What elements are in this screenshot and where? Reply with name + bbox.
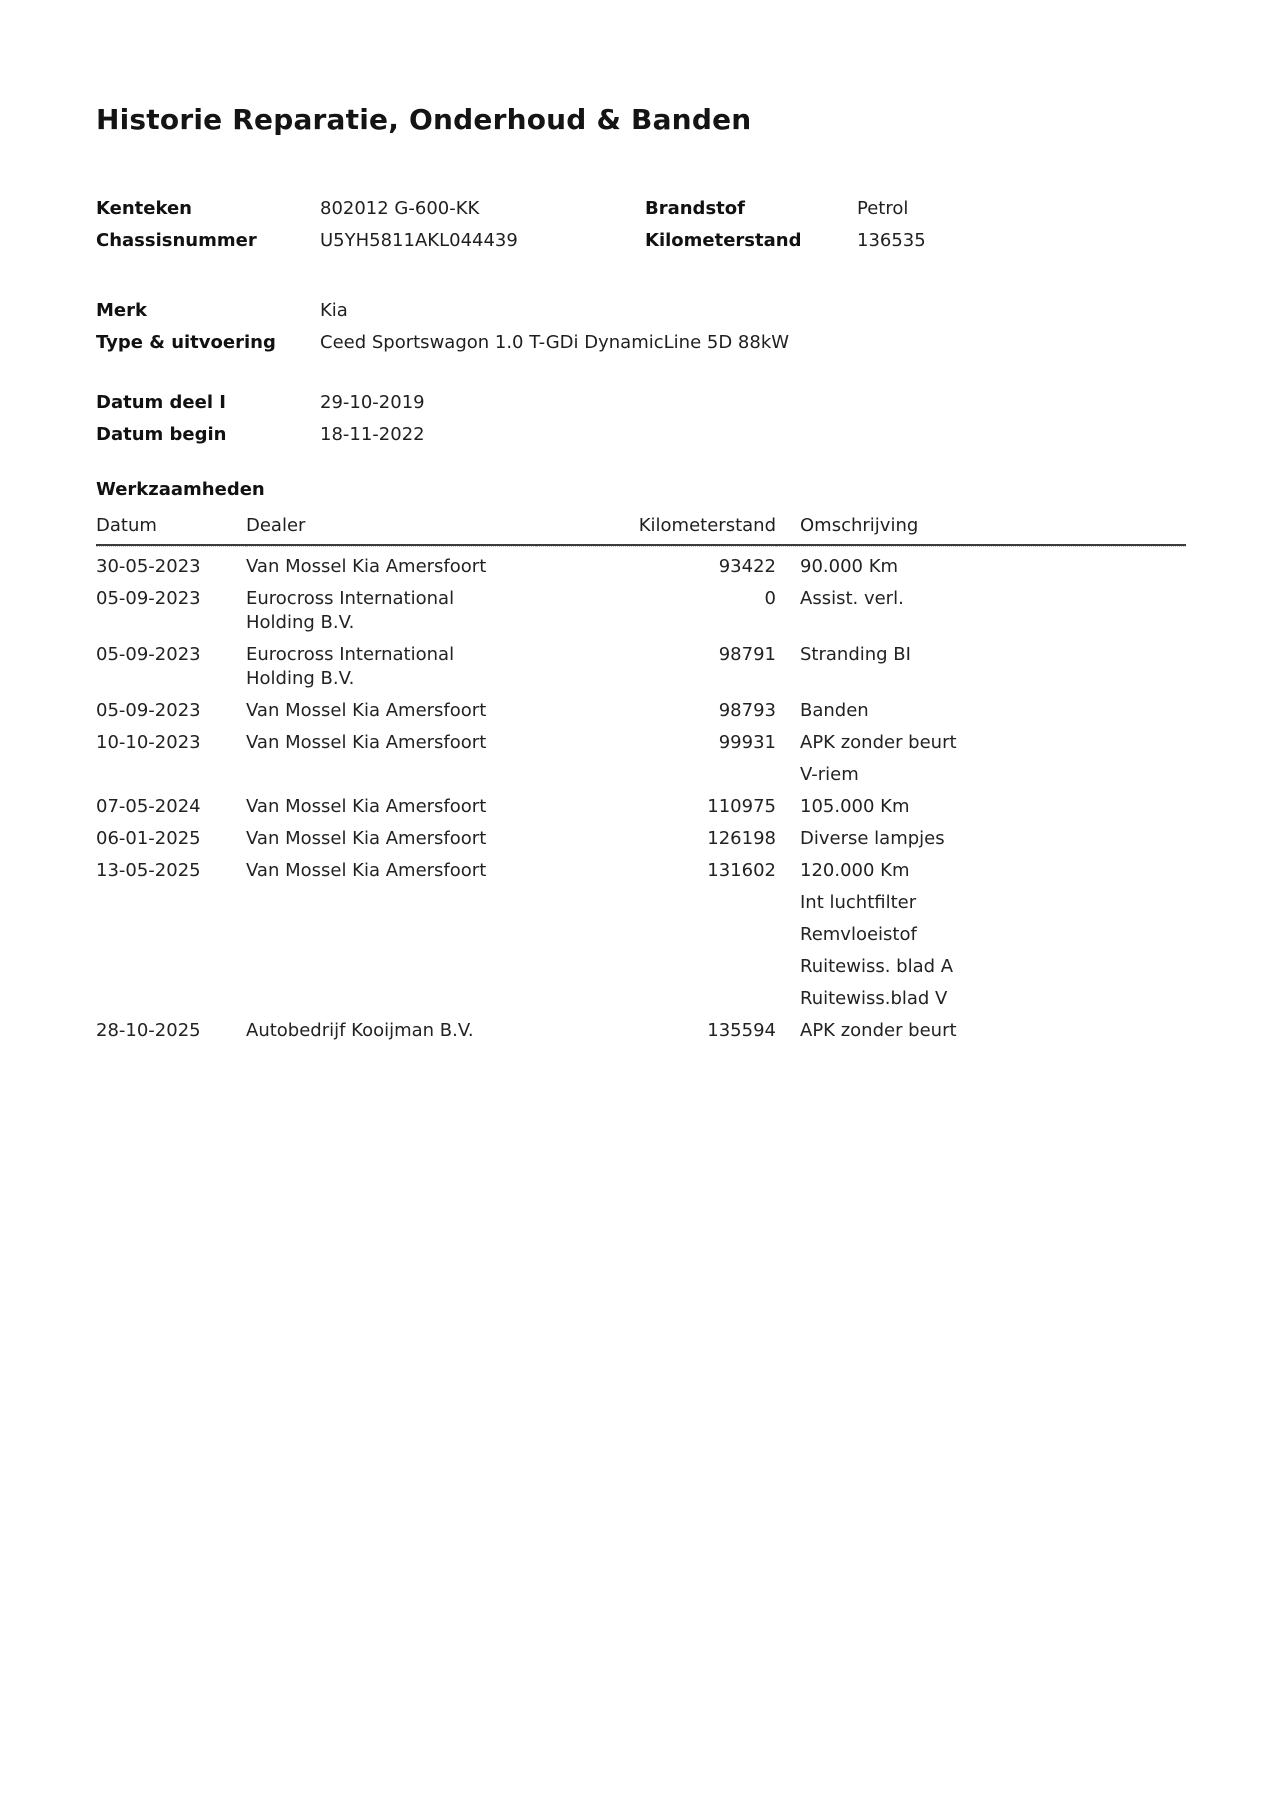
kilometerstand-value: 136535 [857,230,926,251]
cell-kilometerstand: 98793 [718,700,776,721]
cell-omschrijving [776,819,1186,851]
column-header-datum: Datum [96,514,246,546]
chassisnummer-value: U5YH5811AKL044439 [320,230,518,251]
table-row [96,546,1186,579]
cell-omschrijving [776,723,1186,787]
cell-datum: 30-05-2023 [96,546,246,579]
omschrijving-line: 90.000 Km [800,556,899,577]
info-row-merk [96,295,1186,327]
werkzaamheden-table [96,514,1186,1043]
vehicle-model-block [96,295,1186,359]
merk-value: Kia [320,300,348,321]
omschrijving-line: APK zonder beurt [800,732,957,753]
cell-dealer: Van Mossel Kia Amersfoort [246,828,487,849]
cell-dealer: Van Mossel Kia Amersfoort [246,732,487,753]
info-row-datum-begin [96,419,1186,451]
cell-kilometerstand: 98791 [718,644,776,665]
table-body [96,546,1186,1043]
datum-deel-i-label: Datum deel I [96,392,226,413]
omschrijving-line: 120.000 Km [800,860,910,881]
info-row-chassis-kilometerstand [96,225,1186,257]
merk-label: Merk [96,300,147,321]
cell-datum: 05-09-2023 [96,644,201,665]
info-row-type-uitvoering [96,327,1186,359]
cell-omschrijving [776,546,1186,579]
table-row [96,851,1186,1011]
cell-kilometerstand: 131602 [707,860,776,881]
omschrijving-line: Remvloeistof [800,924,917,945]
cell-kilometerstand: 0 [764,588,776,609]
cell-kilometerstand: 126198 [707,828,776,849]
vehicle-id-block [96,193,1186,257]
type-uitvoering-value: Ceed Sportswagon 1.0 T-GDi DynamicLine 5D 88kW [320,332,790,353]
info-row-kenteken-brandstof [96,193,1186,225]
cell-omschrijving [776,579,1186,635]
table-row [96,691,1186,723]
datum-begin-value: 18-11-2022 [320,424,425,445]
cell-dealer: Van Mossel Kia Amersfoort [246,700,487,721]
brandstof-value: Petrol [857,198,909,219]
table-row [96,1011,1186,1043]
column-header-dealer: Dealer [246,514,536,546]
info-row-datum-deel-i [96,387,1186,419]
table-row [96,579,1186,635]
chassisnummer-label: Chassisnummer [96,230,257,251]
table-row [96,635,1186,691]
datum-deel-i-value: 29-10-2019 [320,392,425,413]
cell-omschrijving [776,787,1186,819]
column-header-omschrijving: Omschrijving [776,514,1186,546]
cell-datum: 13-05-2025 [96,860,201,881]
kenteken-label: Kenteken [96,198,192,219]
table-row [96,723,1186,787]
kilometerstand-label: Kilometerstand [645,230,802,251]
omschrijving-line: Banden [800,700,869,721]
cell-dealer: Van Mossel Kia Amersfoort [246,860,487,881]
omschrijving-line: 105.000 Km [800,796,910,817]
table-row [96,787,1186,819]
cell-kilometerstand: 110975 [707,796,776,817]
table-header-row [96,514,1186,546]
cell-dealer: Eurocross International Holding B.V. [246,644,455,689]
cell-omschrijving [776,635,1186,691]
cell-dealer: Autobedrijf Kooijman B.V. [246,1020,474,1041]
omschrijving-line: Diverse lampjes [800,828,945,849]
kenteken-value: 802012 G-600-KK [320,198,480,219]
cell-kilometerstand: 99931 [718,732,776,753]
cell-omschrijving [776,1011,1186,1043]
cell-omschrijving [776,851,1186,1011]
column-header-kilometerstand: Kilometerstand [536,514,776,546]
cell-datum: 10-10-2023 [96,732,201,753]
omschrijving-line: APK zonder beurt [800,1020,957,1041]
cell-kilometerstand: 93422 [536,546,776,579]
cell-dealer: Van Mossel Kia Amersfoort [246,546,536,579]
cell-datum: 28-10-2025 [96,1020,201,1041]
omschrijving-line: Assist. verl. [800,588,904,609]
omschrijving-line: Ruitewiss. blad A [800,956,954,977]
dates-block [96,387,1186,451]
cell-kilometerstand: 135594 [707,1020,776,1041]
omschrijving-line: Stranding BI [800,644,911,665]
page-title: Historie Reparatie, Onderhoud & Banden [96,103,752,136]
omschrijving-line: Ruitewiss.blad V [800,988,948,1009]
cell-datum: 07-05-2024 [96,796,201,817]
cell-dealer: Van Mossel Kia Amersfoort [246,796,487,817]
omschrijving-line: Int luchtfilter [800,892,917,913]
brandstof-label: Brandstof [645,198,745,219]
cell-omschrijving [776,691,1186,723]
type-uitvoering-label: Type & uitvoering [96,332,276,353]
cell-dealer: Eurocross International Holding B.V. [246,588,455,633]
datum-begin-label: Datum begin [96,424,227,445]
cell-datum: 06-01-2025 [96,828,201,849]
cell-datum: 05-09-2023 [96,700,201,721]
section-title-werkzaamheden: Werkzaamheden [96,479,265,500]
cell-datum: 05-09-2023 [96,588,201,609]
table-header [96,514,1186,546]
table-row [96,819,1186,851]
omschrijving-line: V-riem [800,764,859,785]
